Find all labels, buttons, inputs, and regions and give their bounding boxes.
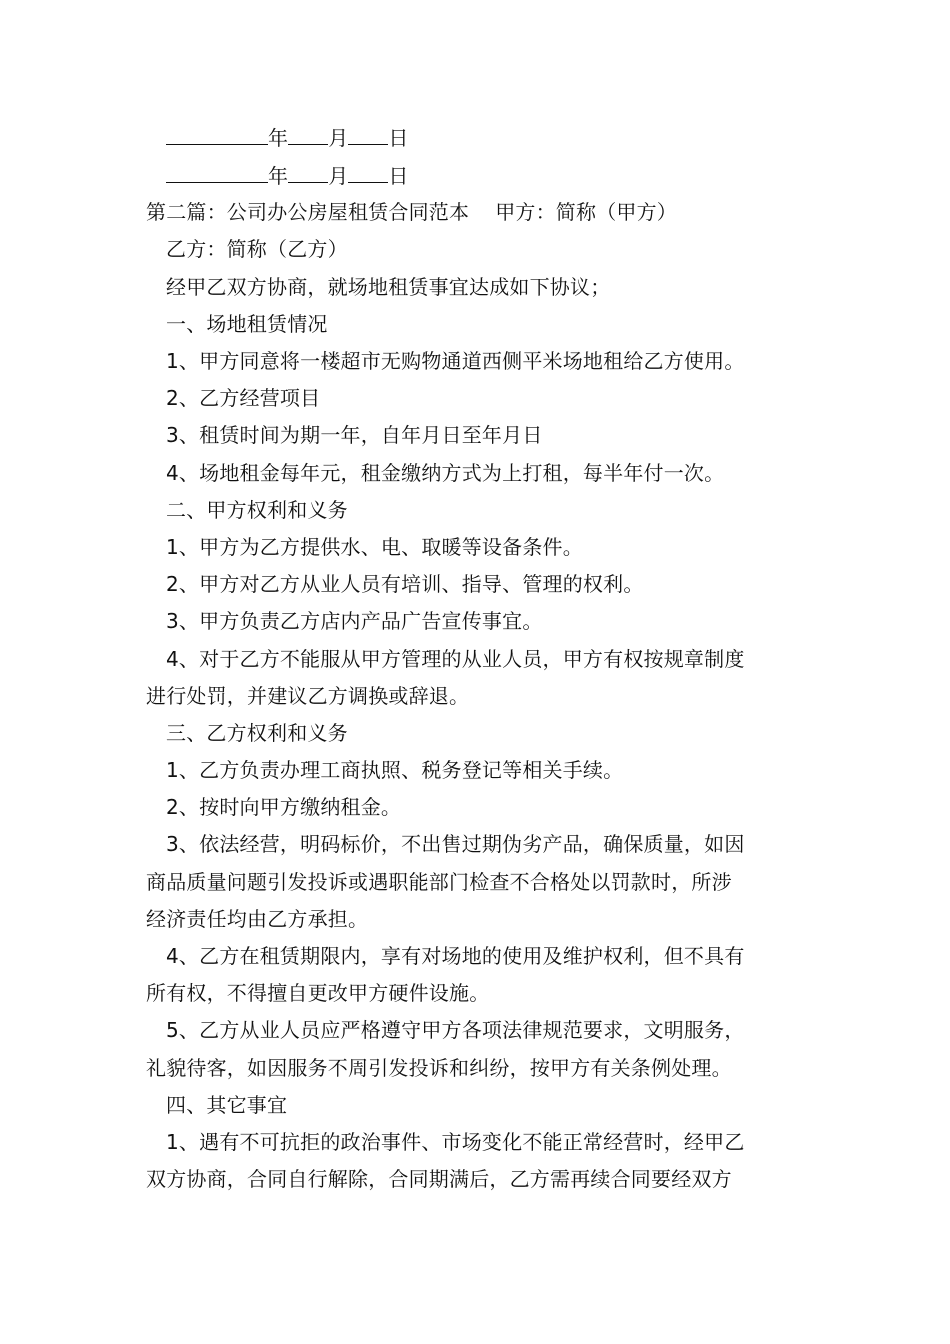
paragraph-line: 2、乙方经营项目: [166, 386, 321, 410]
month-blank[interactable]: [288, 162, 328, 183]
paragraph-line: 3、依法经营，明码标价，不出售过期伪劣产品，确保质量，如因: [166, 832, 745, 856]
paragraph-line: 3、租赁时间为期一年，自年月日至年月日: [166, 423, 543, 447]
year-blank[interactable]: [166, 162, 268, 183]
paragraph-line: 3、甲方负责乙方店内产品广告宣传事宜。: [166, 609, 543, 633]
day-blank[interactable]: [348, 124, 388, 145]
paragraph-line: 所有权，不得擅自更改甲方硬件设施。: [146, 981, 490, 1005]
paragraph-line: 1、乙方负责办理工商执照、税务登记等相关手续。: [166, 758, 624, 782]
paragraph-line: 4、场地租金每年元，租金缴纳方式为上打租，每半年付一次。: [166, 461, 725, 485]
section-title: 四、其它事宜: [166, 1093, 288, 1117]
date-line-1: [166, 124, 836, 150]
month-label: 月: [328, 126, 349, 150]
party-a: 甲方：简称（甲方）: [495, 200, 678, 224]
paragraph-line: 经甲乙双方协商，就场地租赁事宜达成如下协议；: [166, 275, 611, 299]
day-label: 日: [388, 126, 409, 150]
month-blank[interactable]: [288, 124, 328, 145]
date-line-2: [166, 162, 836, 188]
year-label: 年: [268, 126, 289, 150]
document-title: 第二篇：公司办公房屋租赁合同范本: [146, 200, 470, 224]
paragraph-line: 双方协商，合同自行解除，合同期满后，乙方需再续合同要经双方: [146, 1167, 732, 1191]
section-title: 二、甲方权利和义务: [166, 498, 348, 522]
paragraph-line: 经济责任均由乙方承担。: [146, 907, 369, 931]
paragraph-line: 1、甲方为乙方提供水、电、取暖等设备条件。: [166, 535, 583, 559]
year-blank[interactable]: [166, 124, 268, 145]
paragraph-line: 4、对于乙方不能服从甲方管理的从业人员，甲方有权按规章制度: [166, 647, 745, 671]
section-heading: [146, 200, 816, 224]
paragraph-line: 2、按时向甲方缴纳租金。: [166, 795, 402, 819]
section-title: 三、乙方权利和义务: [166, 721, 348, 745]
paragraph-line: 5、乙方从业人员应严格遵守甲方各项法律规范要求，文明服务，: [166, 1018, 745, 1042]
section-title: 一、场地租赁情况: [166, 312, 328, 336]
paragraph-line: 礼貌待客，如因服务不周引发投诉和纠纷，按甲方有关条例处理。: [146, 1056, 732, 1080]
paragraph-line: 4、乙方在租赁期限内，享有对场地的使用及维护权利，但不具有: [166, 944, 745, 968]
paragraph-line: 商品质量问题引发投诉或遇职能部门检查不合格处以罚款时，所涉: [146, 870, 732, 894]
paragraph-line: 乙方：简称（乙方）: [166, 237, 348, 261]
day-blank[interactable]: [348, 162, 388, 183]
day-label: 日: [388, 164, 409, 188]
paragraph-line: 2、甲方对乙方从业人员有培训、指导、管理的权利。: [166, 572, 644, 596]
paragraph-line: 1、遇有不可抗拒的政治事件、市场变化不能正常经营时，经甲乙: [166, 1130, 745, 1154]
paragraph-line: 进行处罚，并建议乙方调换或辞退。: [146, 684, 470, 708]
month-label: 月: [328, 164, 349, 188]
paragraph-line: 1、甲方同意将一楼超市无购物通道西侧平米场地租给乙方使用。: [166, 349, 745, 373]
year-label: 年: [268, 164, 289, 188]
